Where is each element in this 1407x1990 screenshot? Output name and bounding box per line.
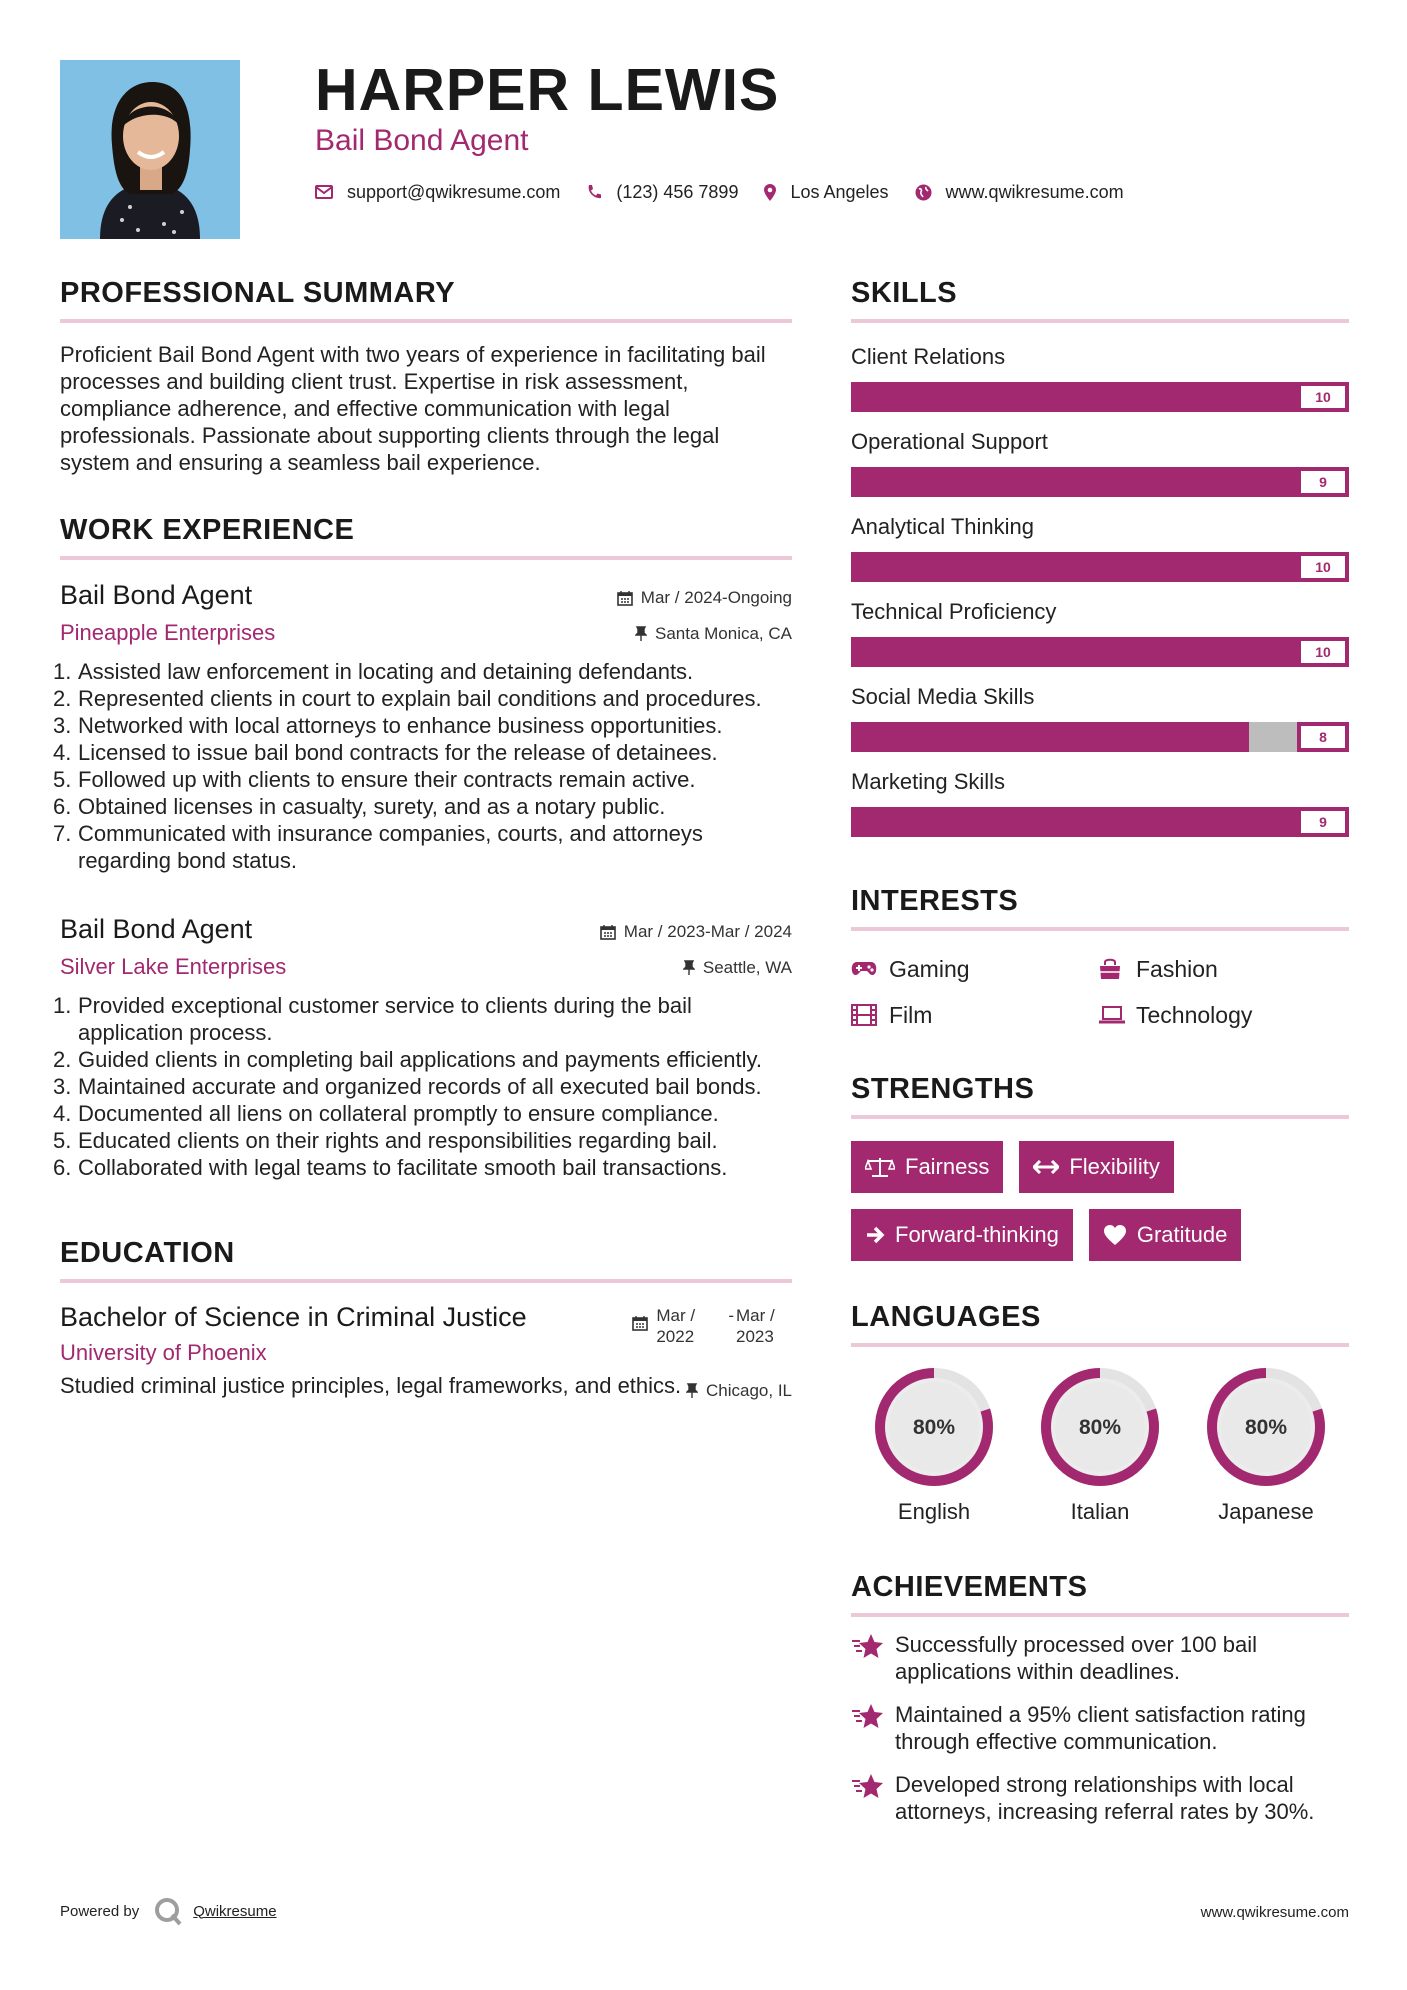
job-location [683,958,792,978]
skill-item [851,513,1349,582]
list-item: 2. Represented clients in court to explain bail conditions and procedures. [53,686,762,711]
list-item: 6. Obtained licenses in casualty, surety, and as a notary public. [53,794,666,819]
skill-level-badge [1297,637,1349,667]
contact-bar [315,180,1150,204]
strength-badge [1089,1209,1242,1261]
list-item: 3. Maintained accurate and organized records of all executed bail bonds. [53,1074,762,1099]
language-name: Italian [1070,1499,1130,1524]
skill-item [851,343,1349,412]
shopping-bag-icon [1098,958,1126,980]
skill-level-badge [1297,807,1349,837]
powered-by-text: Powered by [60,1902,140,1920]
job-dates [600,922,792,942]
interests-grid [851,953,1349,1031]
job-title: Bail Bond Agent [60,580,253,610]
skill-level-badge [1297,722,1349,752]
achievement-text: Developed strong relationships with local attorneys, increasing referral rates by 30%. [895,1772,1315,1824]
skill-level-badge [1297,552,1349,582]
experience-heading: WORK EXPERIENCE [60,514,355,546]
star-icon [851,1631,895,1685]
star-icon [851,1771,895,1825]
interests-section [851,883,1349,1031]
interest-item [1098,953,1338,985]
section-divider [60,1279,792,1283]
skill-name: Client Relations [851,344,1006,369]
strength-badge [851,1141,1003,1193]
candidate-role: Bail Bond Agent [315,124,529,157]
education-heading: EDUCATION [60,1237,235,1269]
strength-label: Fairness [905,1154,990,1179]
job-location-text: Santa Monica, CA [654,624,792,643]
skill-level: 9 [1301,471,1345,493]
contact-phone[interactable]: (123) 456 7899 [616,181,739,202]
languages-list [851,1365,1349,1525]
list-item: 5. Followed up with clients to ensure their contracts remain active. [53,767,696,792]
job-entry [53,914,792,1181]
experience-section [53,512,792,1181]
strength-label: Gratitude [1136,1222,1228,1247]
job-bullets [53,992,792,1181]
achievements-list [851,1631,1349,1825]
skill-bar-fill [851,807,1299,837]
skill-level: 10 [1301,386,1345,408]
skill-item [851,598,1349,667]
job-location [635,624,792,644]
list-item: 1. Assisted law enforcement in locating and detaining defendants. [53,659,694,684]
strength-badge [1019,1141,1173,1193]
language-item [1017,1365,1183,1525]
section-divider [60,319,792,323]
degree-title: Bachelor of Science in Criminal Justice [60,1302,527,1332]
language-item [851,1365,1017,1525]
language-percent: 80% [1078,1416,1122,1439]
strength-label: Forward-thinking [895,1222,1059,1247]
gamepad-icon [851,961,879,977]
skill-bar-fill [851,722,1249,752]
job-title: Bail Bond Agent [60,914,253,944]
job-company: Pineapple Enterprises [60,620,276,645]
skill-name: Marketing Skills [851,769,1006,794]
skill-level-badge [1297,382,1349,412]
job-entry [53,580,792,874]
achievements-heading: ACHIEVEMENTS [851,1571,1088,1603]
skill-item [851,428,1349,497]
education-dates [632,1305,792,1347]
summary-heading: PROFESSIONAL SUMMARY [60,277,456,309]
education-end: Mar / 2023 [736,1306,775,1346]
job-location-text: Seattle, WA [702,958,792,977]
interest-item [1098,999,1338,1031]
pin-icon [686,1383,698,1399]
list-item: 7. Communicated with insurance companies, courts, and attorneys regarding bond status. [53,821,703,873]
section-divider [851,1343,1349,1347]
interests-heading: INTERESTS [851,885,1019,917]
skill-bar [851,552,1349,582]
language-percent: 80% [912,1416,956,1439]
education-section [60,1235,792,1399]
arrows-horizontal-icon [1033,1160,1059,1174]
languages-heading: LANGUAGES [851,1301,1041,1333]
skill-bar [851,807,1349,837]
skill-item [851,683,1349,752]
date-separator: - [728,1306,734,1325]
balance-scale-icon [865,1156,895,1178]
section-divider [851,927,1349,931]
skills-section [851,275,1349,837]
language-ring [1038,1365,1162,1489]
star-icon [851,1701,895,1755]
list-item: 3. Networked with local attorneys to enhance business opportunities. [53,713,723,738]
left-column [53,275,792,1400]
job-dates-text: Mar / 2023-Mar / 2024 [623,922,792,941]
list-item: 4. Documented all liens on collateral promptly to ensure compliance. [53,1101,719,1126]
skill-level: 10 [1301,556,1345,578]
interest-item [851,999,1098,1031]
section-divider [851,1115,1349,1119]
strengths-heading: STRENGTHS [851,1073,1035,1105]
skill-level-badge [1297,467,1349,497]
skill-bar-fill [851,467,1299,497]
skill-name: Social Media Skills [851,684,1035,709]
skill-bar [851,467,1349,497]
interest-label: Gaming [889,955,970,982]
qwikresume-logo-icon [153,1896,183,1926]
achievement-text: Successfully processed over 100 bail applications within deadlines. [895,1632,1257,1684]
interest-label: Technology [1136,1001,1253,1028]
contact-email[interactable]: support@qwikresume.com [347,181,561,202]
interest-label: Fashion [1136,955,1218,982]
summary-text: Proficient Bail Bond Agent with two years of experience in facilitating bail processes and building client trust. Expertise in risk assessment, compliance adherence, and effective communication with legal professionals. Passionate about supporting clients through the legal system and ensuring a seamless bail experience. [60,342,766,475]
arrow-right-icon [865,1226,885,1244]
skill-bar-fill [851,637,1349,667]
skill-level: 10 [1301,641,1345,663]
strengths-section [851,1071,1349,1261]
footer-url[interactable]: www.qwikresume.com [1200,1904,1349,1921]
globe-icon [915,184,932,201]
phone-icon [586,184,602,200]
skill-name: Operational Support [851,429,1048,454]
skill-bar [851,637,1349,667]
right-column [851,275,1349,1825]
contact-website[interactable]: www.qwikresume.com [945,181,1124,202]
section-divider [60,556,792,560]
achievements-section [851,1569,1349,1825]
heart-icon [1103,1225,1127,1246]
language-name: Japanese [1218,1499,1314,1524]
list-item: 2. Guided clients in completing bail applications and payments efficiently. [53,1047,763,1072]
section-divider [851,319,1349,323]
job-company: Silver Lake Enterprises [60,954,287,979]
interest-item [851,953,1098,985]
job-dates-text: Mar / 2024-Ongoing [640,588,792,607]
candidate-name: HARPER LEWIS [315,57,780,123]
achievement-item [851,1631,1349,1685]
strength-badge [851,1209,1073,1261]
skill-name: Technical Proficiency [851,599,1057,624]
skill-bar [851,382,1349,412]
summary-section [60,275,792,476]
education-start: Mar / 2022 [656,1306,696,1346]
map-marker-icon [764,184,776,201]
school-name: University of Phoenix [60,1340,267,1365]
calendar-icon [632,1315,648,1331]
pin-icon [635,626,647,642]
qwikresume-link[interactable]: Qwikresume [193,1902,277,1920]
calendar-icon [617,590,633,606]
strengths-list [851,1141,1349,1261]
achievement-text: Maintained a 95% client satisfaction rating through effective communication. [895,1702,1306,1754]
skill-bar-fill [851,552,1349,582]
language-item [1183,1365,1349,1525]
job-bullets [53,658,792,874]
film-icon [851,1004,879,1026]
laptop-icon [1098,1005,1126,1025]
language-percent: 80% [1244,1416,1288,1439]
languages-section [851,1299,1349,1525]
education-description: Studied criminal justice principles, legal frameworks, and ethics. [60,1373,682,1398]
skill-bar [851,722,1349,752]
achievement-item [851,1701,1349,1755]
skill-item [851,768,1349,837]
education-entry [60,1301,792,1399]
contact-location: Los Angeles [790,181,889,202]
skills-list [851,343,1349,837]
skill-level: 9 [1301,811,1345,833]
achievement-item [851,1771,1349,1825]
calendar-icon [600,924,616,940]
interest-label: Film [889,1001,933,1028]
skills-heading: SKILLS [851,277,958,309]
envelope-icon [315,185,333,199]
strength-label: Flexibility [1069,1154,1160,1179]
pin-icon [683,960,695,976]
education-location [686,1381,792,1401]
list-item: 4. Licensed to issue bail bond contracts for the release of detainees. [53,740,718,765]
education-location-text: Chicago, IL [706,1381,792,1400]
profile-photo [60,60,240,239]
list-item: 6. Collaborated with legal teams to facilitate smooth bail transactions. [53,1155,728,1180]
language-name: English [897,1499,971,1524]
section-divider [851,1613,1349,1617]
skill-bar-fill [851,382,1349,412]
skill-level: 8 [1301,726,1345,748]
skill-name: Analytical Thinking [851,514,1035,539]
language-ring [1204,1365,1328,1489]
language-ring [872,1365,996,1489]
footer-powered-by [60,1896,277,1926]
job-dates [617,588,792,608]
list-item: 1. Provided exceptional customer service to clients during the bail application process. [53,993,692,1045]
list-item: 5. Educated clients on their rights and responsibilities regarding bail. [53,1128,718,1153]
